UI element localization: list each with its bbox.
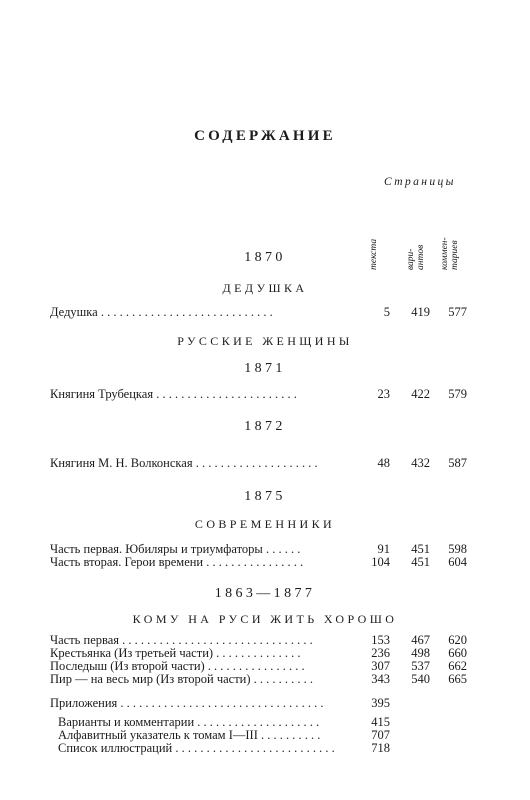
- toc-comments-page: 598: [448, 542, 467, 556]
- toc-comments-page: 660: [448, 646, 467, 660]
- toc-variants-page: 537: [411, 659, 430, 673]
- toc-comments-page: 662: [448, 659, 467, 673]
- toc-row-label: Часть первая . . . . . . . . . . . . . . . . . . . . . . . . . . . . . . .: [50, 633, 313, 647]
- section-russian-women: РУССКИЕ ЖЕНЩИНЫ: [177, 334, 353, 348]
- toc-row-label: Список иллюстраций . . . . . . . . . . . . . . . . . . . . . . . . . .: [58, 741, 335, 755]
- section-komu-na-rusi: КОМУ НА РУСИ ЖИТЬ ХОРОШО: [132, 612, 398, 626]
- toc-row: [50, 671, 470, 687]
- column-header-variants: вари- антов: [406, 244, 426, 270]
- toc-variants-page: 467: [411, 633, 430, 647]
- toc-row: [50, 554, 470, 570]
- toc-row: [50, 455, 470, 471]
- toc-comments-page: 587: [448, 456, 467, 470]
- toc-variants-page: 422: [411, 387, 430, 401]
- toc-text-page: 395: [371, 696, 390, 710]
- year-1870: 1870: [244, 250, 286, 265]
- toc-row-label: Дедушка . . . . . . . . . . . . . . . . . . . . . . . . . . . .: [50, 305, 273, 319]
- toc-text-page: 236: [371, 646, 390, 660]
- toc-row-label: Приложения . . . . . . . . . . . . . . . . . . . . . . . . . . . . . . . . .: [50, 696, 324, 710]
- toc-row-appendix: [50, 695, 470, 711]
- column-header-comments: коммен- тариев: [440, 237, 460, 270]
- toc-variants-page: 540: [411, 672, 430, 686]
- toc-variants-page: 432: [411, 456, 430, 470]
- toc-row: [50, 304, 470, 320]
- toc-text-page: 23: [377, 387, 390, 401]
- year-1872: 1872: [244, 419, 286, 434]
- toc-text-page: 5: [383, 305, 390, 319]
- toc-row-label: Княгиня М. Н. Волконская . . . . . . . . . . . . . . . . . . . .: [50, 456, 318, 470]
- toc-text-page: 48: [377, 456, 390, 470]
- toc-text-page: 91: [377, 542, 390, 556]
- toc-variants-page: 498: [411, 646, 430, 660]
- toc-variants-page: 419: [411, 305, 430, 319]
- year-1875: 1875: [244, 489, 286, 504]
- toc-variants-page: 451: [411, 542, 430, 556]
- toc-row-label: Крестьянка (Из третьей части) . . . . . . . . . . . . . .: [50, 646, 301, 660]
- toc-row-label: Алфавитный указатель к томам I—III . . . . . . . . . .: [58, 728, 321, 742]
- toc-comments-page: 604: [448, 555, 467, 569]
- section-dedushka: ДЕДУШКА: [222, 281, 308, 295]
- toc-text-page: 153: [371, 633, 390, 647]
- pages-header: Страницы: [384, 176, 456, 188]
- toc-row-label: Последыш (Из второй части) . . . . . . . . . . . . . . . .: [50, 659, 305, 673]
- toc-comments-page: 665: [448, 672, 467, 686]
- toc-row-label: Часть вторая. Герои времени . . . . . . . . . . . . . . . .: [50, 555, 304, 569]
- toc-text-page: 718: [371, 741, 390, 755]
- toc-text-page: 104: [371, 555, 390, 569]
- toc-row-label: Пир — на весь мир (Из второй части) . . . . . . . . . .: [50, 672, 314, 686]
- section-sovremenniki: СОВРЕМЕННИКИ: [194, 517, 336, 531]
- toc-comments-page: 577: [448, 305, 467, 319]
- year-1871: 1871: [244, 361, 286, 376]
- column-header-text: текста: [369, 238, 379, 270]
- toc-variants-page: 451: [411, 555, 430, 569]
- toc-row-sub: [58, 740, 478, 756]
- toc-row-label: Княгиня Трубецкая . . . . . . . . . . . . . . . . . . . . . . .: [50, 387, 297, 401]
- toc-text-page: 307: [371, 659, 390, 673]
- toc-text-page: 343: [371, 672, 390, 686]
- toc-text-page: 707: [371, 728, 390, 742]
- toc-comments-page: 579: [448, 387, 467, 401]
- toc-comments-page: 620: [448, 633, 467, 647]
- year-1863-1877: 1863—1877: [214, 586, 316, 601]
- toc-row-label: Часть первая. Юбиляры и триумфаторы . . . . . .: [50, 542, 301, 556]
- toc-row-label: Варианты и комментарии . . . . . . . . . . . . . . . . . . . .: [58, 715, 320, 729]
- toc-row: [50, 386, 470, 402]
- toc-text-page: 415: [371, 715, 390, 729]
- page-title: СОДЕРЖАНИЕ: [194, 128, 336, 144]
